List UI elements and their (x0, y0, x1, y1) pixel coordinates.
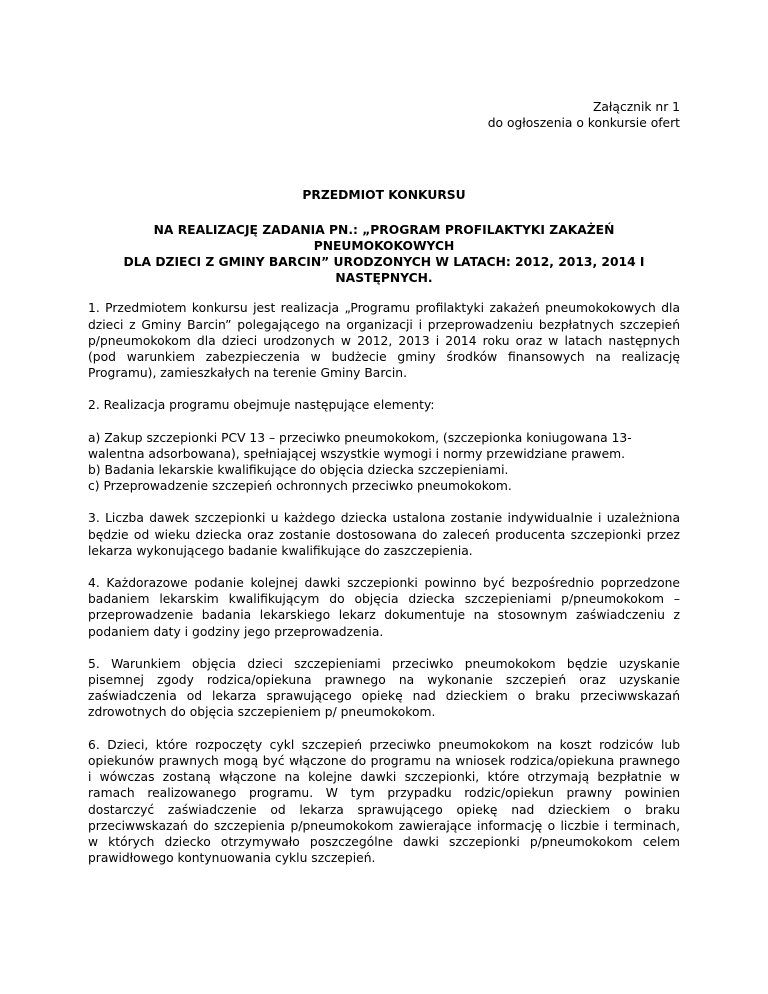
document-subtitle (88, 222, 680, 287)
list-item-b: b) Badania lekarskie kwalifikujące do objęcia dziecka szczepieniami. (88, 463, 509, 478)
subtitle-line-1: NA REALIZACJĘ ZADANIA PN.: „PROGRAM PROFILAKTYKI ZAKAŻEŃ PNEUMOKOKOWYCH (153, 222, 615, 253)
paragraph-2: 2. Realizacja programu obejmuje następujące elementy: (88, 398, 435, 413)
list-item-c: c) Przeprowadzenie szczepień ochronnych przeciwko pneumokokom. (88, 479, 512, 494)
list-item-a: a) Zakup szczepionki PCV 13 – przeciwko pneumokokom, (szczepionka koniugowana 13-walentna adsorbowana), spełniającej wszystkie wymogi i normy przewidziane prawem. (88, 430, 632, 461)
annex-header (88, 99, 680, 131)
paragraph-1: 1. Przedmiotem konkursu jest realizacja „Programu profilaktyki zakażeń pneumokokowych dla dzieci z Gminy Barcin” polegającego na organizacji i przeprowadzeniu bezpłatnych szczepień p/pneumokokom dla dzieci urodzonych w 2012, 2013 i 2014 roku oraz w latach następnych (pod warunkiem zabezpieczenia w budżecie gminy środków finansowych na realizację Programu), zamieszkałych na terenie Gminy Barcin. (88, 301, 680, 381)
annex-number: Załącznik nr 1 (592, 100, 680, 114)
paragraph-3: 3. Liczba dawek szczepionki u każdego dziecka ustalona zostanie indywidualnie i uzależniona będzie od wieku dziecka oraz zostanie dostosowana do zaleceń producenta szczepionki przez lekarza wykonującego badanie kwalifikujące do zaszczepienia. (88, 511, 680, 558)
program-elements-list (88, 430, 680, 495)
paragraph-4: 4. Każdorazowe podanie kolejnej dawki szczepionki powinno być bezpośrednio poprzedzone badaniem lekarskim kwalifikującym do objęcia dziecka szczepieniami p/pneumokokom – przeprowadzenie badania lekarskiego lekarz dokumentuje na stosownym zaświadczeniu z podaniem daty i godziny jego przeprowadzenia. (88, 576, 680, 639)
paragraph-6: 6. Dzieci, które rozpoczęty cykl szczepień przeciwko pneumokokom na koszt rodziców lub opiekunów prawnych mogą być włączone do programu na wniosek rodzica/opiekuna prawnego i wówczas zostaną włączone na kolejne dawki szczepionki, które otrzymają bezpłatnie w ramach realizowanego programu. W tym przypadku rodzic/opiekun prawny powinien dostarczyć zaświadczenie od lekarza sprawującego opiekę nad dzieckiem o braku przeciwwskazań do szczepienia p/pneumokokom zawierające informację o liczbie i terminach, w których dziecko otrzymywało poszczególne dawki szczepionki p/pneumokokom celem prawidłowego kontynuowania cyklu szczepień. (88, 737, 680, 866)
document-title: PRZEDMIOT KONKURSU (302, 188, 466, 203)
document-page (88, 99, 680, 866)
subtitle-line-2: DLA DZIECI Z GMINY BARCIN” URODZONYCH W LATACH: 2012, 2013, 2014 I NASTĘPNYCH. (123, 255, 645, 286)
annex-reference: do ogłoszenia o konkursie ofert (487, 116, 680, 131)
paragraph-5: 5. Warunkiem objęcia dzieci szczepieniami przeciwko pneumokokom będzie uzyskanie pisemnej zgody rodzica/opiekuna prawnego na wykonanie szczepień oraz uzyskanie zaświadczenia od lekarza sprawującego opiekę nad dzieckiem o braku przeciwwskazań zdrowotnych do objęcia szczepieniem p/ pneumokokom. (88, 656, 680, 720)
